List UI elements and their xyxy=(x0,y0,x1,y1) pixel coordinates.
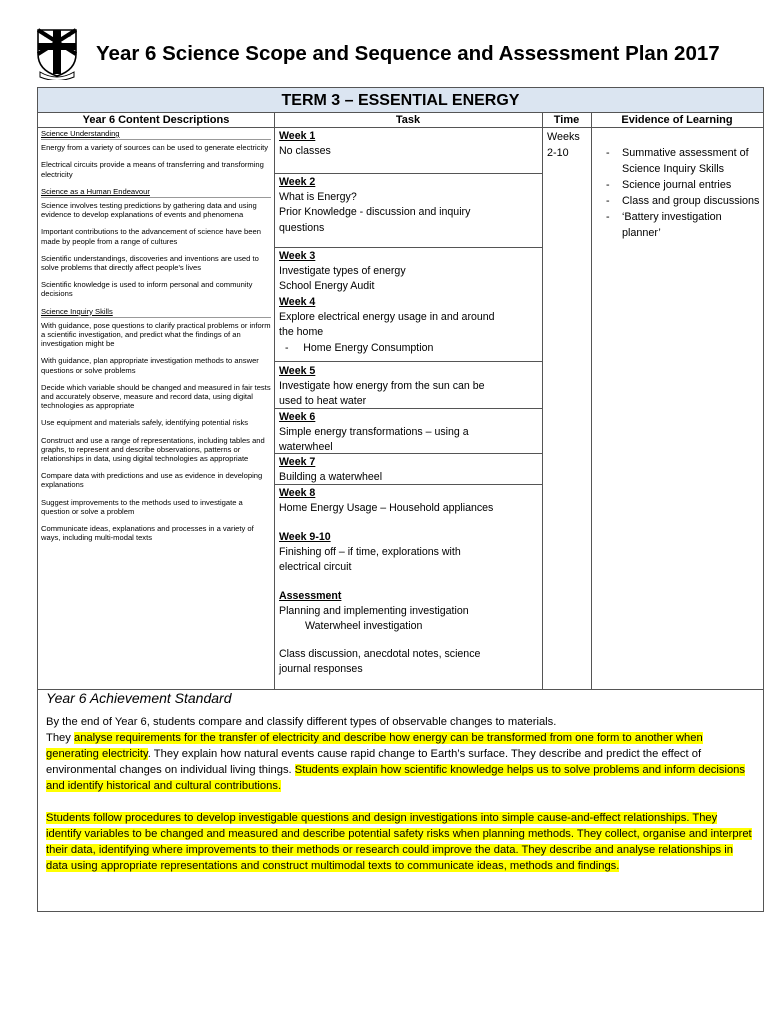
term-title: TERM 3 – ESSENTIAL ENERGY xyxy=(38,88,763,113)
divider xyxy=(274,173,542,174)
task-line: Investigate types of energy xyxy=(279,265,406,278)
task-line: waterwheel xyxy=(279,441,333,454)
standard-paragraph-2 xyxy=(46,810,755,874)
week-1 xyxy=(279,129,541,159)
week-3 xyxy=(279,249,541,295)
plan-table xyxy=(37,87,764,912)
content-item: Construct and use a range of representations, including tables and graphs, to represent and describe observations, patterns or relationships in data, using digital technologies as appropriate xyxy=(41,435,265,464)
assessment-block xyxy=(279,589,541,635)
task-line: Explore electrical energy usage in and around xyxy=(279,311,495,324)
standard-text: . They explain how natural events cause rapid change to Earth’s surface. They describe and predict the effect of environmental changes on individual living things. xyxy=(46,748,702,776)
week-8 xyxy=(279,486,541,516)
week-6 xyxy=(279,410,541,456)
header-time: Time xyxy=(542,113,591,128)
content-item: Scientific knowledge is used to inform personal and community decisions xyxy=(41,280,253,299)
time-line: Weeks xyxy=(547,131,580,143)
section-heading: Science Inquiry Skills xyxy=(41,307,271,316)
task-line: electrical circuit xyxy=(279,561,352,574)
task-line: Investigate how energy from the sun can be xyxy=(279,380,485,393)
evidence-text: Class and group discussions xyxy=(622,195,760,207)
evidence-item: - ‘Battery investigation planner’ xyxy=(606,211,722,239)
divider xyxy=(274,113,275,690)
evidence-item: - Summative assessment of Science Inquiry Skills xyxy=(606,147,749,175)
assessment-title: Assessment xyxy=(279,590,342,602)
task-line: Finishing off – if time, explorations with xyxy=(279,546,461,559)
evidence-text: ‘Battery investigation planner’ xyxy=(622,211,722,239)
header-content-descriptions: Year 6 Content Descriptions xyxy=(38,113,274,128)
standard-paragraph-1 xyxy=(46,714,755,794)
content-item: Suggest improvements to the methods used to investigate a question or solve a problem xyxy=(41,497,243,516)
evidence-item: - Science journal entries xyxy=(606,179,732,191)
content-item: With guidance, plan appropriate investigation methods to answer questions or solve problems xyxy=(41,356,259,375)
evidence-text: Summative assessment of Science Inquiry Skills xyxy=(622,147,749,175)
assessment-notes xyxy=(279,647,541,677)
week-title: Week 9-10 xyxy=(279,531,331,543)
week-4 xyxy=(279,295,541,356)
evidence-column xyxy=(596,130,761,241)
section-heading: Science as a Human Endeavour xyxy=(41,187,271,196)
divider xyxy=(591,113,592,690)
evidence-text: Science journal entries xyxy=(622,179,732,191)
standard-title: Year 6 Achievement Standard xyxy=(46,690,232,706)
highlighted-text: Students explain how scientific knowledge helps us to solve problems and inform decisions and identify historical and cultural contributions. xyxy=(46,764,745,792)
section-heading: Science Understanding xyxy=(41,129,271,138)
task-line: Class discussion, anecdotal notes, science xyxy=(279,648,481,660)
content-item: Energy from a variety of sources can be used to generate electricity xyxy=(41,143,269,153)
task-line: journal responses xyxy=(279,663,363,676)
week-title: Week 3 xyxy=(279,250,316,262)
week-title: Week 6 xyxy=(279,411,316,423)
header-evidence: Evidence of Learning xyxy=(591,113,763,128)
task-line: Prior Knowledge - discussion and inquiry xyxy=(279,206,471,219)
week-title: Week 2 xyxy=(279,176,316,188)
week-7 xyxy=(279,455,541,485)
task-line: - Home Energy Consumption xyxy=(285,341,434,354)
content-descriptions xyxy=(41,129,271,551)
week-title: Week 7 xyxy=(279,456,316,468)
highlighted-text: analyse requirements for the transfer of electricity and describe how energy can be transformed from one form to another when generating electricity xyxy=(46,732,703,760)
divider xyxy=(274,361,542,362)
content-item: Science involves testing predictions by gathering data and using evidence to develop explanations of events and phenomena xyxy=(41,201,257,220)
content-item: Decide which variable should be changed and measured in fair tests and accurately observe, measure and record data, using digital technologies as appropriate xyxy=(41,382,271,411)
highlighted-text: Students follow procedures to develop investigable questions and design investigations into simple cause-and-effect relationships. They identify variables to be changed and measured and describe potential safety risks when planning methods. They collect, organise and interpret their data, identifying where improvements to their methods or research could improve the data. They describe and analyse relationships in data using appropriate representations and construct multimodal texts to communicate ideas, methods and findings. xyxy=(46,812,752,872)
task-line: Home Energy Usage – Household appliances xyxy=(279,502,494,515)
evidence-item: - Class and group discussions xyxy=(606,195,760,207)
week-title: Week 4 xyxy=(279,296,316,308)
time-line: 2-10 xyxy=(547,146,569,159)
task-line: No classes xyxy=(279,145,331,158)
task-line: What is Energy? xyxy=(279,191,357,204)
week-9-10 xyxy=(279,530,541,576)
page-title: Year 6 Science Scope and Sequence and Assessment Plan 2017 xyxy=(96,42,720,65)
task-line: Planning and implementing investigation xyxy=(279,605,469,618)
week-title: Week 1 xyxy=(279,130,316,142)
week-2 xyxy=(279,175,541,236)
content-item: Use equipment and materials safely, identifying potential risks xyxy=(41,418,249,428)
task-line: questions xyxy=(279,221,325,234)
content-item: With guidance, pose questions to clarify practical problems or inform a scientific investigation, and predict what the findings of an investigation might be xyxy=(41,320,271,349)
content-item: Communicate ideas, explanations and processes in a variety of ways, including multi-modal texts xyxy=(41,524,254,543)
task-line: Waterwheel investigation xyxy=(305,620,423,633)
divider xyxy=(542,113,543,690)
content-item: Scientific understandings, discoveries and inventions are used to solve problems that directly affect people's lives xyxy=(41,253,259,273)
task-line: Simple energy transformations – using a xyxy=(279,426,469,439)
task-line-text: Home Energy Consumption xyxy=(303,341,434,354)
standard-text: By the end of Year 6, students compare and classify different types of observable changes to materials. xyxy=(46,716,557,728)
content-item: Important contributions to the advancement of science have been made by people from a range of cultures xyxy=(41,227,261,246)
divider xyxy=(274,247,542,248)
task-line: the home xyxy=(279,326,324,339)
task-line: used to heat water xyxy=(279,395,367,408)
content-item: Electrical circuits provide a means of transferring and transforming electricity xyxy=(41,160,264,179)
task-line: Building a waterwheel xyxy=(279,471,383,484)
week-title: Week 8 xyxy=(279,487,316,499)
content-item: Compare data with predictions and use as evidence in developing explanations xyxy=(41,471,263,490)
school-crest-icon xyxy=(34,26,80,80)
standard-text: They xyxy=(46,732,74,744)
header-task: Task xyxy=(274,113,542,128)
week-title: Week 5 xyxy=(279,365,316,377)
task-line: School Energy Audit xyxy=(279,280,375,293)
achievement-standard xyxy=(38,688,763,890)
time-column xyxy=(547,130,592,161)
week-5 xyxy=(279,364,541,410)
